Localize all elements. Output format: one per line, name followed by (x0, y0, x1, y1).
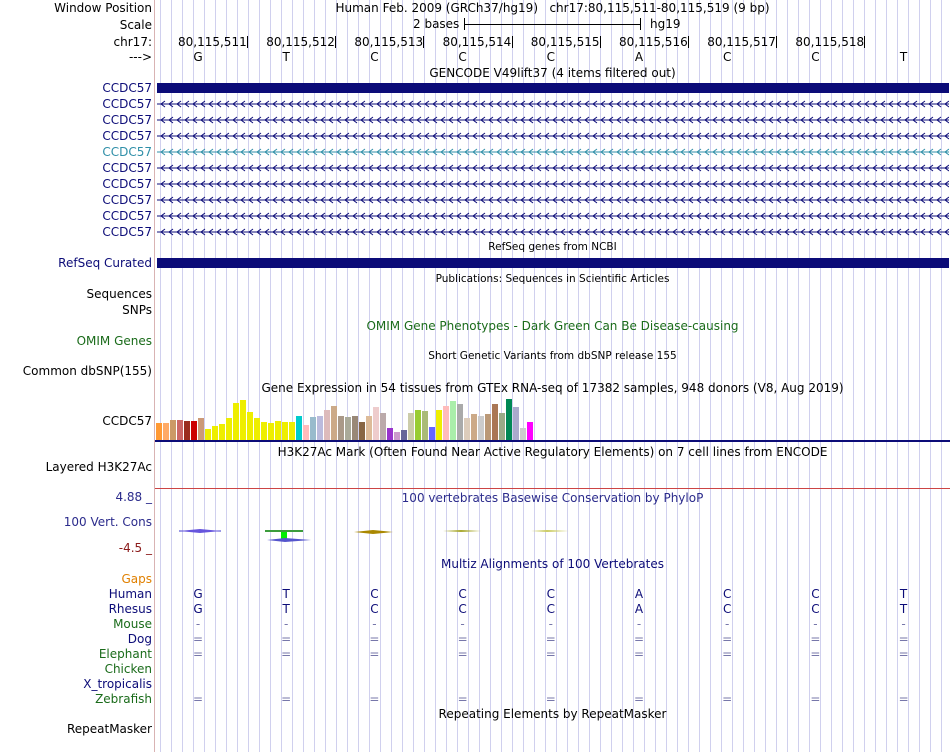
guide-line (160, 0, 161, 752)
gtex-tissue-bar[interactable] (471, 414, 477, 440)
gtex-tissue-bar[interactable] (499, 413, 505, 440)
guide-line (655, 0, 656, 752)
strand-label: ---> (128, 50, 152, 64)
multiz-base: = (545, 692, 556, 706)
phylop-min-label: -4.5 _ (118, 541, 152, 555)
dbsnp-track-title[interactable]: Short Genetic Variants from dbSNP release 155 (428, 350, 677, 362)
gencode-intron-line[interactable] (157, 115, 949, 125)
gtex-tissue-bar[interactable] (345, 417, 351, 440)
gencode-gene-label[interactable]: CCDC57 (102, 177, 152, 191)
gtex-tissue-bar[interactable] (338, 416, 344, 440)
gtex-track-title[interactable]: Gene Expression in 54 tissues from GTEx RNA-seq of 17382 samples, 948 donors (V8, Aug 2019) (261, 381, 844, 395)
gtex-tissue-bar[interactable] (359, 422, 365, 440)
guide-line (666, 0, 667, 752)
ruler-position: 80,115,512 (266, 35, 335, 49)
ruler-tick (247, 36, 248, 48)
gtex-tissue-bar[interactable] (317, 416, 323, 440)
multiz-base: = (281, 632, 292, 646)
ruler-position: 80,115,511 (178, 35, 247, 49)
gtex-tissue-bar[interactable] (478, 416, 484, 440)
multiz-base: - (284, 617, 289, 631)
scale-bar-end (640, 18, 641, 30)
gtex-tissue-bar[interactable] (436, 410, 442, 440)
gtex-tissue-bar[interactable] (303, 425, 309, 440)
ruler-tick (423, 36, 424, 48)
guide-line (578, 0, 579, 752)
phylop-label[interactable]: 100 Vert. Cons (63, 515, 152, 529)
refseq-label[interactable]: RefSeq Curated (58, 256, 152, 270)
guide-line (501, 0, 502, 752)
guide-line (424, 0, 425, 752)
gtex-expression-bars[interactable] (156, 396, 536, 440)
ruler-tick (600, 36, 601, 48)
multiz-base: C (458, 587, 467, 601)
multiz-base: - (725, 617, 730, 631)
guide-line (171, 0, 172, 752)
multiz-base: = (369, 647, 380, 661)
multiz-base: = (192, 632, 204, 646)
multiz-base: = (369, 632, 380, 646)
multiz-base: = (810, 647, 821, 661)
multiz-base: T (899, 587, 908, 601)
multiz-base: = (281, 647, 292, 661)
gencode-intron-line[interactable] (157, 147, 949, 157)
reference-base: C (722, 50, 732, 64)
guide-line (930, 0, 931, 752)
gtex-tissue-bar[interactable] (233, 403, 239, 440)
multiz-base: = (898, 692, 909, 706)
ruler-tick (335, 36, 336, 48)
gencode-gene-bar[interactable] (157, 83, 949, 93)
gtex-tissue-bar[interactable] (394, 432, 400, 440)
guide-line (259, 0, 260, 752)
guide-line (347, 0, 348, 752)
multiz-base: A (634, 602, 644, 616)
multiz-base: = (192, 647, 204, 661)
guide-line (325, 0, 326, 752)
multiz-species-label[interactable]: Human (108, 587, 152, 601)
window-position-label: Window Position (54, 1, 152, 15)
gtex-tissue-bar[interactable] (513, 407, 519, 440)
multiz-base: = (369, 692, 380, 706)
phylop-graph[interactable] (155, 520, 950, 550)
h3k27ac-label[interactable]: Layered H3K27Ac (45, 460, 152, 474)
gtex-tissue-bar[interactable] (422, 411, 428, 440)
guide-line (611, 0, 612, 752)
multiz-species-label[interactable]: Rhesus (108, 602, 152, 616)
multiz-base: C (546, 602, 555, 616)
multiz-species-label[interactable]: Dog (127, 632, 152, 646)
multiz-base: T (282, 587, 290, 601)
gtex-tissue-bar[interactable] (401, 430, 407, 440)
gtex-tissue-bar[interactable] (219, 424, 225, 440)
guide-line (314, 0, 315, 752)
gaps-label[interactable]: Gaps (121, 572, 152, 586)
refseq-track-title[interactable]: RefSeq genes from NCBI (488, 241, 617, 253)
multiz-base: C (370, 602, 379, 616)
multiz-base: = (457, 632, 468, 646)
multiz-base: A (634, 587, 644, 601)
guide-line (688, 0, 689, 752)
multiz-base: = (722, 632, 733, 646)
gencode-gene-label[interactable]: CCDC57 (102, 81, 152, 95)
multiz-base: C (811, 587, 820, 601)
guide-line (534, 0, 535, 752)
gtex-tissue-bar[interactable] (226, 418, 232, 440)
guide-line (512, 0, 513, 752)
gtex-tissue-bar[interactable] (296, 416, 302, 440)
multiz-base: C (546, 587, 555, 601)
phylop-bar-4 (443, 530, 481, 532)
multiz-base: - (548, 617, 553, 631)
scale-label: Scale (119, 18, 152, 32)
gtex-tissue-bar[interactable] (268, 423, 274, 440)
gencode-gene-label[interactable]: CCDC57 (102, 193, 152, 207)
gtex-tissue-bar[interactable] (289, 422, 295, 440)
gtex-tissue-bar[interactable] (261, 422, 267, 440)
multiz-species-label[interactable]: X_tropicalis (83, 677, 152, 691)
multiz-base: = (633, 632, 645, 646)
gtex-tissue-bar[interactable] (520, 428, 526, 440)
phylop-max-label: 4.88 _ (115, 490, 152, 504)
gencode-intron-line[interactable] (157, 163, 949, 173)
gencode-intron-line[interactable] (157, 131, 949, 141)
guide-line (864, 0, 865, 752)
gtex-tissue-bar[interactable] (408, 413, 414, 440)
guide-line (699, 0, 700, 752)
guide-line (622, 0, 623, 752)
guide-line (875, 0, 876, 752)
gencode-gene-label[interactable]: CCDC57 (102, 209, 152, 223)
gtex-tissue-bar[interactable] (331, 406, 337, 440)
multiz-base: T (899, 602, 908, 616)
reference-base: G (193, 50, 203, 64)
multiz-base: = (810, 692, 821, 706)
guide-line (226, 0, 227, 752)
ruler-position: 80,115,515 (530, 35, 600, 49)
gtex-tissue-bar[interactable] (506, 399, 512, 440)
phylop-track-title[interactable]: 100 vertebrates Basewise Conservation by PhyloP (401, 491, 704, 505)
guide-line (435, 0, 436, 752)
scale-bar-start (464, 18, 465, 30)
refseq-gene-bar[interactable] (157, 258, 949, 268)
gtex-tissue-bar[interactable] (156, 423, 162, 440)
gencode-intron-line[interactable] (157, 211, 949, 221)
phylop-bar-2 (265, 530, 311, 542)
guide-line (237, 0, 238, 752)
scale-assembly: hg19 (650, 17, 681, 31)
gtex-tissue-bar[interactable] (366, 416, 372, 440)
guide-line (743, 0, 744, 752)
reference-base: C (458, 50, 467, 64)
chrom-label: chr17: (113, 35, 152, 49)
multiz-base: = (898, 647, 909, 661)
ruler-position: 80,115,514 (442, 35, 512, 49)
guide-line (358, 0, 359, 752)
ruler-tick (512, 36, 513, 48)
guide-line (886, 0, 887, 752)
multiz-base: G (193, 602, 203, 616)
ruler-position: 80,115,513 (354, 35, 424, 49)
phylop-bar-1 (179, 529, 221, 533)
guide-line (523, 0, 524, 752)
gtex-tissue-bar[interactable] (170, 420, 176, 440)
guide-line (446, 0, 447, 752)
guide-line (490, 0, 491, 752)
reference-base: C (546, 50, 555, 64)
gencode-intron-line[interactable] (157, 179, 949, 189)
sequences-label[interactable]: Sequences (86, 287, 152, 301)
gtex-tissue-bar[interactable] (275, 421, 281, 440)
guide-line (754, 0, 755, 752)
gtex-label[interactable]: CCDC57 (102, 414, 152, 428)
guide-line (765, 0, 766, 752)
guide-line (402, 0, 403, 752)
h3k27ac-track-title[interactable]: H3K27Ac Mark (Often Found Near Active Regulatory Elements) on 7 cell lines from ENCODE (277, 445, 828, 459)
gtex-tissue-bar[interactable] (163, 423, 169, 440)
phylop-bar-5 (531, 530, 569, 532)
gtex-tissue-bar[interactable] (282, 422, 288, 440)
gtex-tissue-bar[interactable] (443, 406, 449, 440)
publications-track-title[interactable]: Publications: Sequences in Scientific Articles (435, 273, 670, 285)
gtex-tissue-bar[interactable] (527, 422, 533, 440)
guide-line (600, 0, 601, 752)
multiz-base: = (457, 647, 468, 661)
h3k27ac-signal-line (155, 488, 950, 489)
multiz-base: = (633, 647, 645, 661)
gtex-tissue-bar[interactable] (212, 426, 218, 440)
gtex-tissue-bar[interactable] (247, 412, 253, 440)
gtex-tissue-bar[interactable] (177, 420, 183, 440)
guide-line (270, 0, 271, 752)
guide-line (941, 0, 942, 752)
multiz-base: C (370, 587, 379, 601)
snps-label[interactable]: SNPs (122, 303, 152, 317)
dbsnp-label[interactable]: Common dbSNP(155) (22, 364, 152, 378)
gencode-gene-label[interactable]: CCDC57 (102, 145, 152, 159)
guide-line (710, 0, 711, 752)
gtex-tissue-bar[interactable] (352, 416, 358, 440)
reference-base: C (811, 50, 820, 64)
gtex-tissue-bar[interactable] (254, 418, 260, 440)
multiz-base: = (545, 647, 556, 661)
phylop-bar-3 (354, 530, 393, 534)
ruler-tick (688, 36, 689, 48)
guide-line (567, 0, 568, 752)
multiz-species-label[interactable]: Elephant (98, 647, 152, 661)
gencode-track-title[interactable]: GENCODE V49lift37 (4 items filtered out) (429, 66, 676, 80)
gtex-tissue-bar[interactable] (198, 418, 204, 440)
gencode-gene-label[interactable]: CCDC57 (102, 161, 152, 175)
ruler-tick (776, 36, 777, 48)
gtex-tissue-bar[interactable] (415, 410, 421, 440)
gtex-tissue-bar[interactable] (324, 410, 330, 440)
multiz-base: = (192, 692, 204, 706)
multiz-base: = (281, 692, 292, 706)
multiz-base: T (282, 602, 290, 616)
multiz-base: = (633, 692, 645, 706)
multiz-base: - (372, 617, 377, 631)
gtex-tissue-bar[interactable] (429, 427, 435, 440)
guide-line (589, 0, 590, 752)
multiz-base: - (460, 617, 465, 631)
gtex-tissue-bar[interactable] (205, 429, 211, 440)
multiz-base: C (722, 587, 732, 601)
gtex-tissue-bar[interactable] (240, 400, 246, 440)
ruler-tick (864, 36, 865, 48)
guide-line (248, 0, 249, 752)
omim-track-title[interactable]: OMIM Gene Phenotypes - Dark Green Can Be Disease-causing (366, 319, 739, 333)
gencode-intron-line[interactable] (157, 227, 949, 237)
guide-line (677, 0, 678, 752)
guide-line (413, 0, 414, 752)
guide-line (831, 0, 832, 752)
guide-line (842, 0, 843, 752)
multiz-base: = (545, 632, 556, 646)
multiz-base: = (898, 632, 909, 646)
reference-base: T (282, 50, 290, 64)
gtex-tissue-bar[interactable] (184, 421, 190, 440)
multiz-base: C (458, 602, 467, 616)
guide-line (919, 0, 920, 752)
gtex-tissue-bar[interactable] (492, 404, 498, 440)
reference-base: C (370, 50, 379, 64)
gtex-tissue-bar[interactable] (191, 421, 197, 440)
guide-line (479, 0, 480, 752)
window-position-value[interactable]: Human Feb. 2009 (GRCh37/hg19) chr17:80,115,511-80,115,519 (9 bp) (335, 1, 770, 15)
multiz-track-title[interactable]: Multiz Alignments of 100 Vertebrates (440, 557, 665, 571)
multiz-base: = (722, 692, 733, 706)
gtex-tissue-bar[interactable] (457, 404, 463, 440)
gencode-intron-line[interactable] (157, 99, 949, 109)
repeatmasker-track-title[interactable]: Repeating Elements by RepeatMasker (438, 707, 667, 721)
repeatmasker-label[interactable]: RepeatMasker (66, 722, 152, 736)
gtex-tissue-bar[interactable] (450, 401, 456, 440)
gencode-gene-label[interactable]: CCDC57 (102, 225, 152, 239)
guide-line (787, 0, 788, 752)
scale-bar (464, 24, 641, 25)
gtex-tissue-bar[interactable] (380, 413, 386, 440)
gtex-tissue-bar[interactable] (464, 418, 470, 440)
guide-line (182, 0, 183, 752)
multiz-base: - (813, 617, 818, 631)
gtex-tissue-bar[interactable] (485, 414, 491, 440)
multiz-base: = (722, 647, 733, 661)
gtex-tissue-bar[interactable] (373, 407, 379, 440)
scale-text: 2 bases (413, 17, 460, 31)
guide-line (776, 0, 777, 752)
multiz-base: C (811, 602, 820, 616)
guide-line (391, 0, 392, 752)
gtex-tissue-bar[interactable] (387, 428, 393, 440)
reference-base: A (634, 50, 644, 64)
multiz-base: = (810, 632, 821, 646)
gencode-gene-label[interactable]: CCDC57 (102, 113, 152, 127)
omim-label[interactable]: OMIM Genes (76, 334, 152, 348)
multiz-base: = (457, 692, 468, 706)
gencode-gene-label[interactable]: CCDC57 (102, 129, 152, 143)
gencode-gene-label[interactable]: CCDC57 (102, 97, 152, 111)
multiz-base: - (195, 617, 201, 631)
guide-line (215, 0, 216, 752)
guide-line (336, 0, 337, 752)
ruler-position: 80,115,518 (795, 35, 865, 49)
guide-line (303, 0, 304, 752)
guide-line (798, 0, 799, 752)
reference-base: T (899, 50, 908, 64)
gencode-intron-line[interactable] (157, 195, 949, 205)
gtex-tissue-bar[interactable] (310, 417, 316, 440)
ruler-position: 80,115,516 (619, 35, 688, 49)
guide-line (853, 0, 854, 752)
multiz-species-label[interactable]: Mouse (113, 617, 152, 631)
gtex-baseline (155, 440, 950, 442)
multiz-species-label[interactable]: Zebrafish (95, 692, 152, 706)
multiz-base: C (722, 602, 732, 616)
multiz-base: G (193, 587, 203, 601)
multiz-base: - (901, 617, 906, 631)
multiz-base: - (636, 617, 642, 631)
multiz-species-label[interactable]: Chicken (104, 662, 152, 676)
ruler-position: 80,115,517 (707, 35, 776, 49)
